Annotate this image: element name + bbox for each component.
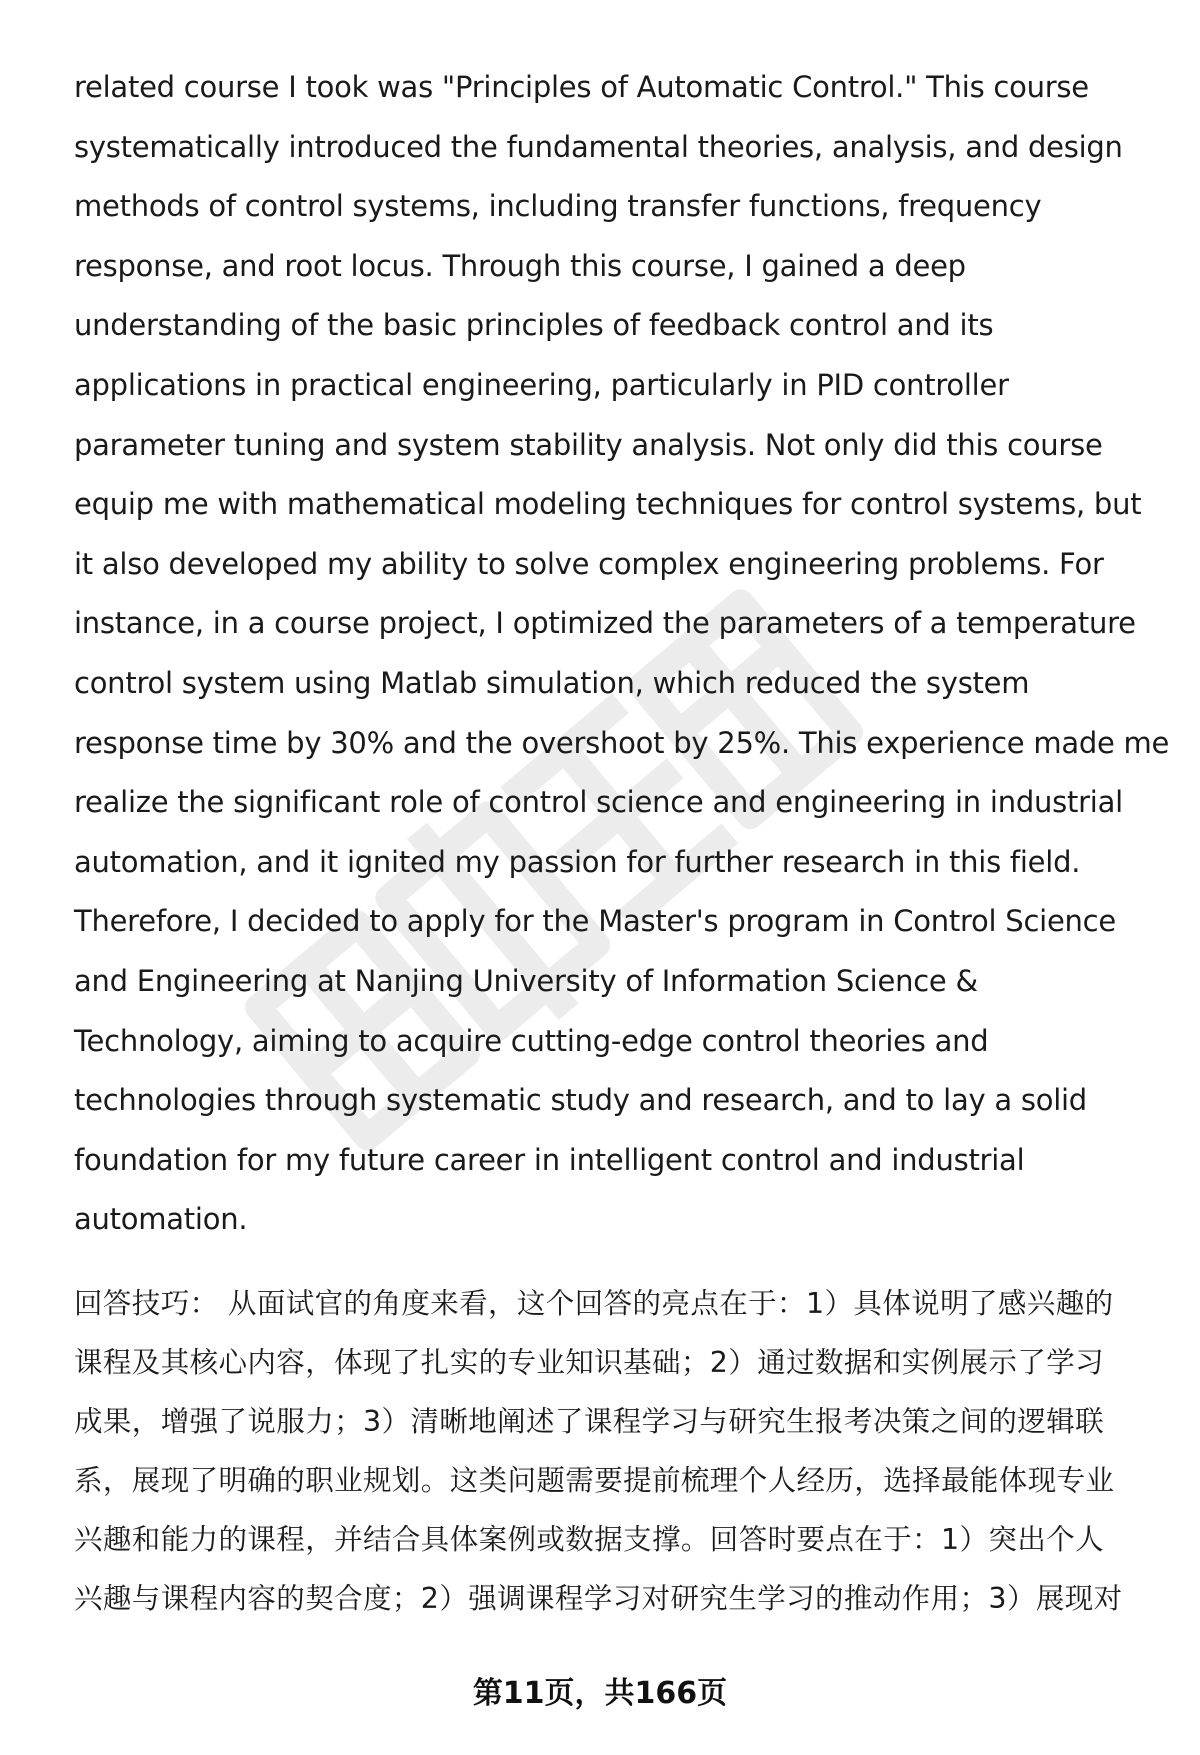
page-number: 第11页，共166页	[472, 1676, 728, 1711]
answer-line: equip me with mathematical modeling techniques for control systems, but	[74, 487, 1142, 522]
answer-line: technologies through systematic study and research, and to lay a solid	[74, 1083, 1087, 1118]
answer-line: and Engineering at Nanjing University of Information Science &	[74, 963, 978, 998]
answer-line: parameter tuning and system stability analysis. Not only did this course	[74, 427, 1103, 462]
answer-tips-paragraph	[74, 1274, 1154, 1628]
answer-line: response time by 30% and the overshoot by 25%. This experience made me	[74, 725, 1170, 760]
answer-line: methods of control systems, including transfer functions, frequency	[74, 189, 1042, 224]
tip-line: 课程及其核心内容，体现了扎实的专业知识基础；2）通过数据和实例展示了学习	[74, 1345, 1105, 1379]
answer-line: Technology, aiming to acquire cutting-edge control theories and	[74, 1023, 989, 1058]
answer-line: instance, in a course project, I optimized the parameters of a temperature	[74, 606, 1136, 641]
tip-line: 成果，增强了说服力；3）清晰地阐述了课程学习与研究生报考决策之间的逻辑联	[74, 1404, 1105, 1438]
answer-line: control system using Matlab simulation, which reduced the system	[74, 665, 1030, 700]
answer-line: automation, and it ignited my passion for further research in this field.	[74, 844, 1081, 879]
tip-line: 回答技巧： 从面试官的角度来看，这个回答的亮点在于：1）具体说明了感兴趣的	[74, 1286, 1114, 1320]
answer-paragraph	[74, 58, 1170, 1250]
tip-line: 兴趣与课程内容的契合度；2）强调课程学习对研究生学习的推动作用；3）展现对	[74, 1581, 1123, 1615]
answer-line: related course I took was "Principles of Automatic Control." This course	[74, 70, 1089, 104]
answer-line: systematically introduced the fundamental theories, analysis, and design	[74, 129, 1123, 164]
tip-line: 兴趣和能力的课程，并结合具体案例或数据支撑。回答时要点在于：1）突出个人	[74, 1522, 1105, 1556]
page-content	[74, 58, 1170, 1628]
answer-line: realize the significant role of control science and engineering in industrial	[74, 785, 1123, 820]
answer-line: Therefore, I decided to apply for the Master's program in Control Science	[74, 904, 1116, 939]
answer-line: understanding of the basic principles of feedback control and its	[74, 308, 994, 343]
answer-line: response, and root locus. Through this course, I gained a deep	[74, 248, 966, 283]
answer-line: it also developed my ability to solve complex engineering problems. For	[74, 546, 1104, 581]
answer-line: automation.	[74, 1202, 248, 1237]
answer-line: applications in practical engineering, particularly in PID controller	[74, 367, 1009, 402]
answer-line: foundation for my future career in intelligent control and industrial	[74, 1142, 1025, 1177]
tip-line: 系，展现了明确的职业规划。这类问题需要提前梳理个人经历，选择最能体现专业	[74, 1463, 1115, 1497]
